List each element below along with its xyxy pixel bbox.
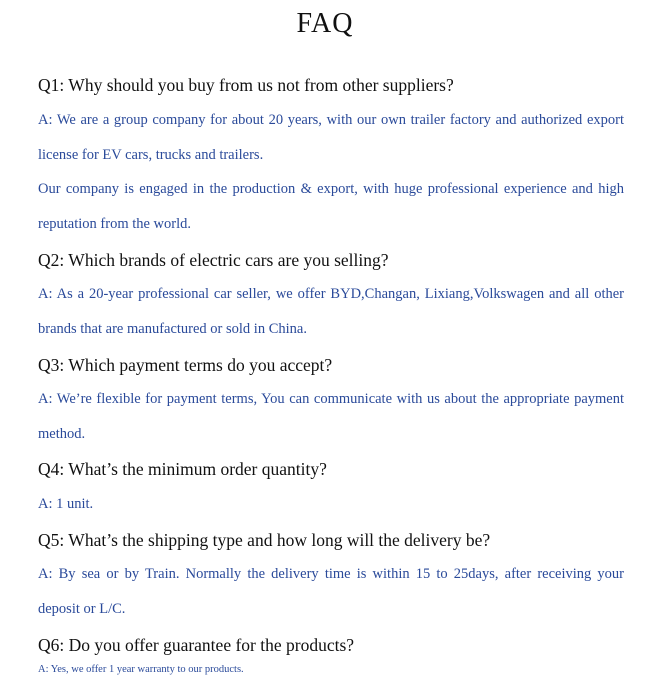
faq-answer-4: A: 1 unit.	[38, 496, 94, 512]
faq-question-4: Q4: What’s the minimum order quantity?	[38, 459, 327, 479]
page-title: FAQ	[296, 8, 354, 39]
faq-answer-2: A: As a 20-year professional car seller, we offer BYD,Changan, Lixiang,Volkswagen and all other brands that are manufactured or sold in China.	[38, 286, 624, 337]
faq-answer-6: A: Yes, we offer 1 year warranty to our products.	[38, 664, 244, 675]
faq-answer-1: A: We are a group company for about 20 years, with our own trailer factory and authorized export license for EV cars, trucks and trailers.	[38, 112, 624, 163]
faq-question-2: Q2: Which brands of electric cars are you selling?	[38, 250, 389, 270]
faq-answer-3: A: We’re flexible for payment terms, You can communicate with us about the appropriate payment method.	[38, 391, 624, 442]
faq-question-1: Q1: Why should you buy from us not from other suppliers?	[38, 75, 454, 95]
faq-answer-5: A: By sea or by Train. Normally the delivery time is within 15 to 25days, after receiving your deposit or L/C.	[38, 566, 624, 617]
faq-question-3: Q3: Which payment terms do you accept?	[38, 355, 333, 375]
faq-question-5: Q5: What’s the shipping type and how long will the delivery be?	[38, 530, 491, 550]
faq-question-6: Q6: Do you offer guarantee for the products?	[38, 635, 355, 655]
faq-answer-1-continued: Our company is engaged in the production & export, with huge professional experience and high reputation from the world.	[38, 181, 624, 232]
